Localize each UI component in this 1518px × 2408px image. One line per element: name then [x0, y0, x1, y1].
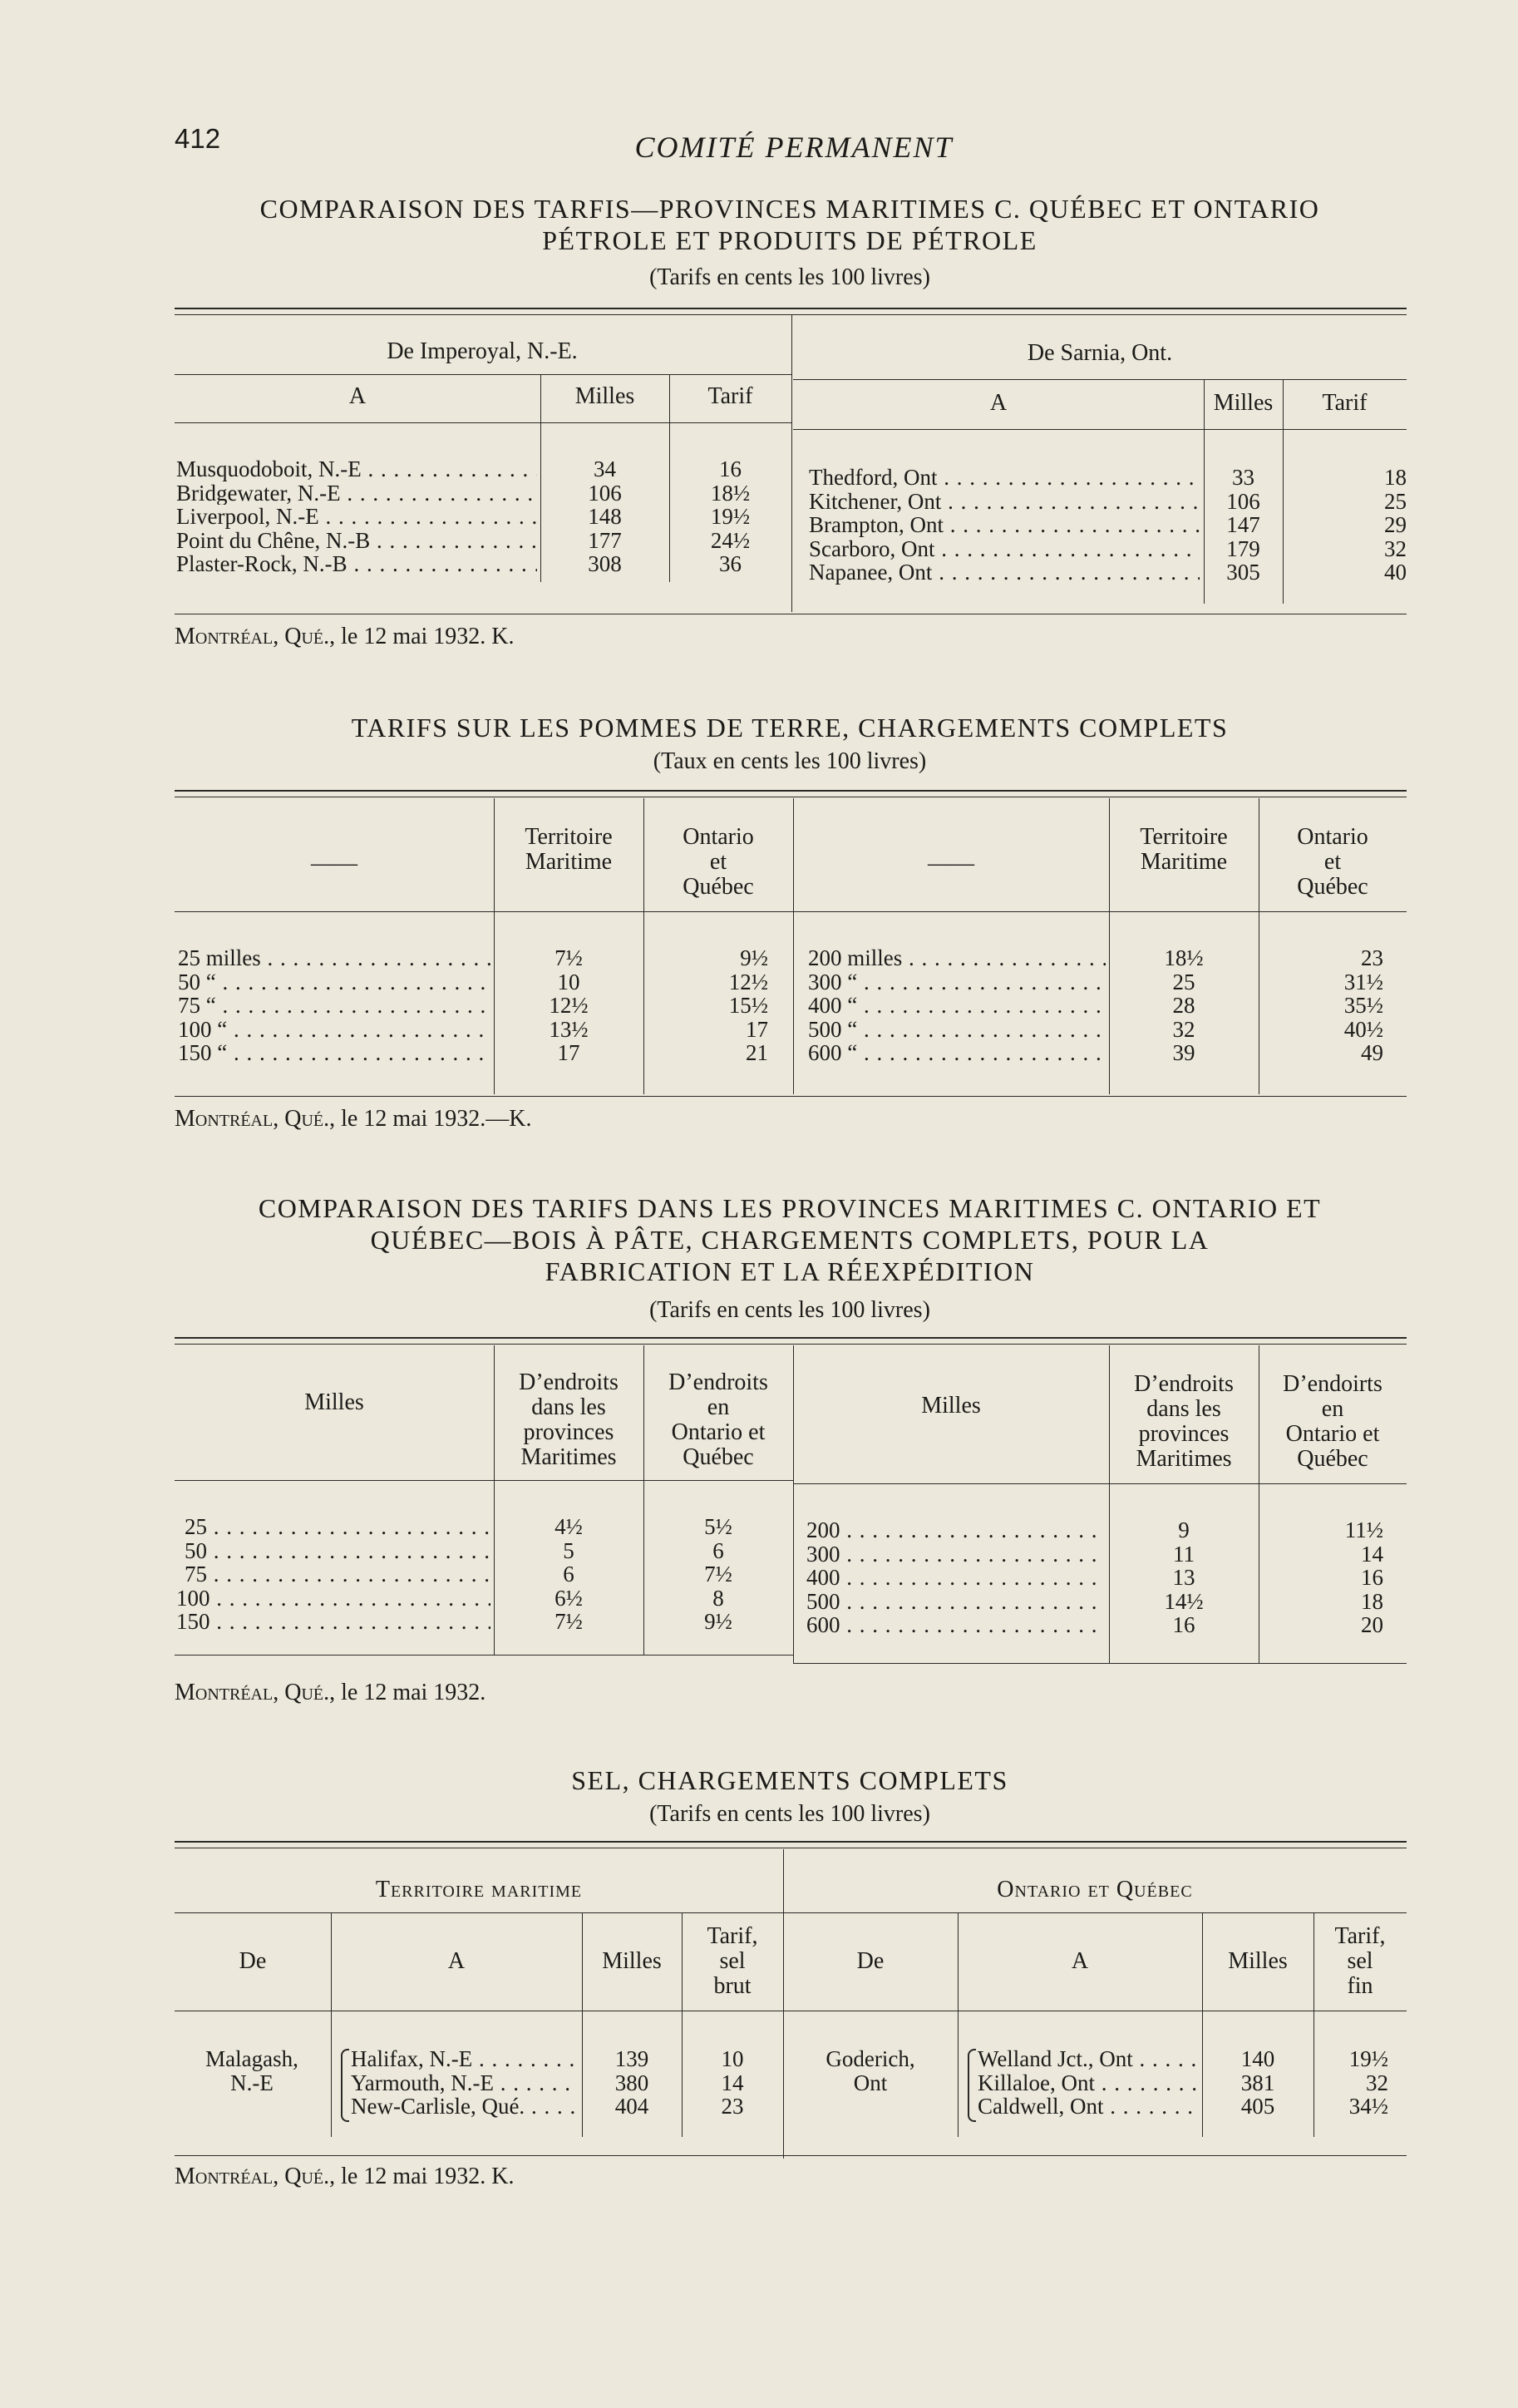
table1-right-row-label: Kitchener, Ont . . . [809, 490, 1200, 514]
table2-right-ontario: 35½ [1343, 993, 1383, 1018]
table4-title: SEL, CHARGEMENTS COMPLETS [571, 1765, 1008, 1795]
table1-right-row-label: Scarboro, Ont . . . [809, 537, 1200, 561]
table4-right-from: Goderich, Ont [826, 2046, 915, 2095]
table1-right-milles: 106 [1226, 488, 1260, 514]
table1-top-rule-2 [175, 314, 1407, 315]
table2-left-row-label: 75 “ . . . [178, 994, 490, 1018]
footer-date: , le 12 mai 1932. [329, 1680, 486, 1705]
table4-left-col-a: A [447, 1948, 466, 1974]
table2-right-maritime: 25 [1172, 969, 1195, 994]
table3-left-milles: 25 . . . [185, 1515, 490, 1539]
table2-right-maritime: 28 [1172, 993, 1195, 1018]
table4-footer [175, 2164, 515, 2190]
table3-left-ontario: 8 [712, 1585, 724, 1611]
table3-left-maritimes: 5 [563, 1537, 574, 1563]
table3-right-maritimes: 13 [1172, 1565, 1195, 1590]
table1-right-milles: 33 [1232, 465, 1254, 490]
table2-right-row-label: 600 “ . . . [808, 1041, 1106, 1065]
table1-right-row-label: Thedford, Ont . . . [809, 466, 1200, 490]
table1-right-col-a: A [989, 390, 1008, 416]
table3-title-line1: COMPARAISON DES TARIFS DANS LES PROVINCES MARITIMES C. ONTARIO ET [258, 1193, 1322, 1223]
table3-right-milles: 200 . . . [806, 1518, 1104, 1542]
table3-left-col-ontario: D’endroits en Ontario et Québec [668, 1369, 768, 1470]
table2-right-ontario: 40½ [1343, 1016, 1383, 1042]
table1-top-rule [175, 308, 1407, 309]
table1-subtitle: (Tarifs en cents les 100 livres) [649, 264, 930, 290]
table1-left-tarif: 18½ [710, 480, 751, 506]
table1-left-col-milles: Milles [574, 383, 635, 409]
table3-right-maritimes: 11 [1173, 1541, 1195, 1567]
table4-left-group-header: Territoire maritime [375, 1877, 583, 1902]
table1-left-row-label: Plaster-Rock, N.-B . . . [176, 552, 537, 576]
table1-left-row-label: Liverpool, N.-E . . . [176, 505, 537, 529]
table1-left-group-rule [175, 374, 791, 375]
table4-left-tarif: 14 [721, 2070, 744, 2095]
table4-left-milles: 139 [614, 2046, 649, 2071]
table2-left-maritime: 13½ [549, 1016, 589, 1042]
table3-left-maritimes: 7½ [554, 1609, 583, 1634]
table3-top-rule-2 [175, 1344, 1407, 1345]
table2-center-divider [793, 798, 794, 1094]
table1-left-tarif: 36 [719, 551, 742, 576]
table3-top-rule [175, 1337, 1407, 1339]
table4-left-dest: New-Carlisle, Qué. . . . [351, 2095, 579, 2119]
table1-right-tarif: 18 [1384, 465, 1407, 490]
table1-left-milles: 34 [594, 456, 616, 481]
table3-right-col-maritimes: D’endroits dans les provinces Maritimes [1134, 1371, 1234, 1472]
table3-right-ontario: 14 [1361, 1541, 1383, 1567]
table3-left-maritimes: 4½ [554, 1514, 583, 1539]
table1-right-tarif: 29 [1384, 512, 1407, 537]
table1-left-row-label: Musquodoboit, N.-E . . . [176, 457, 537, 481]
table1-header-rule [175, 422, 540, 423]
table1-left-col-tarif: Tarif [707, 383, 753, 409]
table4-right-col-tarif: Tarif, sel fin [1334, 1923, 1386, 1999]
table3-right-maritimes: 14½ [1164, 1588, 1204, 1614]
table4-left-dest: Yarmouth, N.-E . . . [351, 2071, 579, 2095]
table4-left-milles: 404 [614, 2094, 649, 2119]
table4-left-milles: 380 [614, 2070, 649, 2095]
table1-right-tarif: 40 [1384, 560, 1407, 585]
table2-right-col-ontario: Ontario et Québec [1297, 824, 1368, 900]
table2-left-row-label: 25 milles . . . [178, 946, 490, 970]
table3-right-milles: 400 . . . [806, 1566, 1104, 1590]
table2-left-row-label: 100 “ . . . [178, 1018, 490, 1042]
table3-right-milles: 600 . . . [806, 1613, 1104, 1637]
table4-right-tarif: 19½ [1348, 2046, 1388, 2071]
table2-top-rule [175, 790, 1407, 792]
table1-right-group-header: De Sarnia, Ont. [1027, 340, 1173, 366]
table4-left-brace [341, 2049, 349, 2122]
table2-left-maritime: 12½ [549, 993, 589, 1018]
table1-left-col-a: A [348, 383, 367, 409]
table1-right-col-tarif: Tarif [1322, 390, 1368, 416]
table2-right-row-label: 300 “ . . . [808, 970, 1106, 994]
table4-vline [958, 1912, 959, 2137]
table4-left-dest: Halifax, N.-E . . . [351, 2047, 579, 2071]
table2-right-row-label: 200 milles . . . [808, 946, 1106, 970]
table2-right-row-label: 500 “ . . . [808, 1018, 1106, 1042]
table3-footer [175, 1680, 485, 1706]
table1-right-row-label: Brampton, Ont . . . [809, 513, 1200, 537]
table2-left-ontario: 12½ [728, 969, 768, 994]
table2-left-maritime: 17 [557, 1040, 580, 1065]
table2-right-stub-dash: —— [928, 851, 974, 876]
table4-vline [331, 1912, 332, 2137]
table1-right-milles: 305 [1226, 560, 1260, 585]
table3-title-line3: FABRICATION ET LA RÉEXPÉDITION [545, 1256, 1035, 1286]
table4-left-from: Malagash, N.-E [205, 2046, 298, 2095]
table1-left-row-label: Bridgewater, N.-E . . . [176, 481, 537, 506]
table4-group-rule [175, 1912, 1407, 1913]
table3-right-col-ontario: D’endoirts en Ontario et Québec [1283, 1371, 1382, 1472]
table1-footer [175, 624, 515, 650]
table2-right-maritime: 32 [1172, 1016, 1195, 1042]
table3-right-milles: 300 . . . [806, 1542, 1104, 1567]
table2-left-col-ontario: Ontario et Québec [683, 824, 754, 900]
table2-left-row-label: 50 “ . . . [178, 970, 490, 994]
table3-left-maritimes: 6½ [554, 1585, 583, 1611]
table1-right-tarif: 25 [1384, 488, 1407, 514]
table3-right-maritimes: 9 [1178, 1517, 1190, 1542]
table3-bottom-rule [175, 1655, 793, 1656]
table3-left-milles: 100 . . . [176, 1586, 490, 1611]
table4-left-col-de: De [239, 1948, 267, 1974]
table4-right-dest: Caldwell, Ont . . . [978, 2095, 1199, 2119]
table4-right-col-a: A [1071, 1948, 1089, 1974]
table2-right-ontario: 23 [1361, 945, 1383, 970]
table3-left-ontario: 6 [712, 1537, 724, 1563]
table3-header-rule [175, 1480, 793, 1481]
table4-right-milles: 381 [1240, 2070, 1275, 2095]
table2-left-ontario: 15½ [728, 993, 768, 1018]
table3-left-col-maritimes: D’endroits dans les provinces Maritimes [519, 1369, 619, 1470]
table2-left-col-maritime: Territoire Maritime [525, 824, 613, 875]
footer-place: Montréal, Qué. [175, 1106, 330, 1132]
table2-right-maritime: 18½ [1164, 945, 1204, 970]
table4-right-col-de: De [856, 1948, 885, 1974]
table4-right-brace [968, 2049, 976, 2122]
table2-right-row-label: 400 “ . . . [808, 994, 1106, 1018]
table2-right-maritime: 39 [1172, 1040, 1195, 1065]
table1-header-rule [540, 422, 791, 423]
table3-right-ontario: 16 [1361, 1565, 1383, 1590]
table3-left-milles: 75 . . . [185, 1562, 490, 1586]
table3-left-maritimes: 6 [563, 1562, 574, 1586]
table2-left-stub-dash: —— [311, 851, 357, 876]
table3-right-ontario: 11½ [1344, 1517, 1383, 1542]
table2-left-row-label: 150 “ . . . [178, 1041, 490, 1065]
table3-bottom-rule [793, 1663, 1407, 1664]
table1-right-col-milles: Milles [1213, 390, 1274, 416]
table1-title-line1: COMPARAISON DES TARFIS—PROVINCES MARITIMES C. QUÉBEC ET ONTARIO [259, 194, 1320, 224]
page-number: 412 [175, 123, 221, 154]
table4-right-milles: 140 [1240, 2046, 1275, 2071]
table3-right-ontario: 20 [1361, 1612, 1383, 1637]
table1-right-milles: 179 [1226, 535, 1260, 561]
footer-date: , le 12 mai 1932. K. [329, 624, 515, 649]
table4-right-dest: Killaloe, Ont . . . [978, 2071, 1199, 2095]
table1-left-group-header: De Imperoyal, N.-E. [387, 338, 578, 364]
table3-left-milles: 150 . . . [176, 1610, 490, 1634]
footer-place: Montréal, Qué. [175, 1680, 330, 1705]
table4-bottom-rule [175, 2155, 1407, 2156]
table3-header-rule [793, 1483, 1407, 1484]
table2-left-maritime: 7½ [554, 945, 583, 970]
table4-right-tarif: 34½ [1348, 2094, 1388, 2119]
table1-title-line2: PÉTROLE ET PRODUITS DE PÉTROLE [542, 225, 1037, 255]
table3-right-ontario: 18 [1361, 1588, 1383, 1614]
table2-left-ontario: 17 [746, 1016, 768, 1042]
table1-left-milles: 106 [588, 480, 622, 506]
table2-bottom-rule [175, 1096, 1407, 1097]
table4-left-col-tarif: Tarif, sel brut [707, 1923, 758, 1999]
table3-left-ontario: 5½ [704, 1514, 732, 1539]
footer-date: , le 12 mai 1932. K. [329, 2164, 515, 2189]
table2-right-ontario: 31½ [1343, 969, 1383, 994]
table4-left-col-milles: Milles [602, 1948, 662, 1974]
table1-left-milles: 177 [588, 527, 622, 553]
table1-left-tarif: 24½ [710, 527, 751, 553]
table4-top-rule [175, 1841, 1407, 1843]
table2-header-rule [175, 911, 1407, 912]
table3-right-milles: 500 . . . [806, 1590, 1104, 1614]
table1-center-divider [791, 314, 792, 612]
table4-right-col-milles: Milles [1228, 1948, 1288, 1974]
footer-place: Montréal, Qué. [175, 2164, 330, 2189]
table3-title-line2: QUÉBEC—BOIS À PÂTE, CHARGEMENTS COMPLETS, POUR LA [370, 1225, 1210, 1255]
table3-left-ontario: 7½ [704, 1562, 732, 1586]
table3-left-ontario: 9½ [704, 1609, 732, 1634]
table1-left-milles: 308 [588, 551, 622, 576]
table1-left-row-label: Point du Chêne, N.-B . . . [176, 529, 537, 553]
table2-left-ontario: 21 [746, 1040, 768, 1065]
table2-subtitle: (Taux en cents les 100 livres) [653, 748, 927, 774]
running-head: COMITÉ PERMANENT [634, 131, 954, 164]
table4-right-milles: 405 [1240, 2094, 1275, 2119]
table3-subtitle: (Tarifs en cents les 100 livres) [649, 1297, 930, 1323]
table4-left-tarif: 23 [721, 2094, 744, 2119]
table3-right-maritimes: 16 [1172, 1612, 1195, 1637]
table2-left-maritime: 10 [557, 969, 580, 994]
table4-right-tarif: 32 [1366, 2070, 1388, 2095]
table1-left-milles: 148 [588, 504, 622, 529]
table1-right-milles: 147 [1226, 512, 1260, 537]
footer-date: , le 12 mai 1932.—K. [329, 1106, 532, 1132]
table4-left-tarif: 10 [721, 2046, 744, 2071]
table2-left-ontario: 9½ [740, 945, 768, 970]
table2-right-col-maritime: Territoire Maritime [1140, 824, 1228, 875]
table4-right-dest: Welland Jct., Ont . . . [978, 2047, 1199, 2071]
table1-header-rule [793, 429, 1407, 430]
table3-left-milles: 50 . . . [185, 1539, 490, 1563]
table1-right-row-label: Napanee, Ont . . . [809, 560, 1200, 585]
table2-right-ontario: 49 [1361, 1040, 1383, 1065]
table2-title: TARIFS SUR LES POMMES DE TERRE, CHARGEMENTS COMPLETS [351, 713, 1229, 743]
table1-left-tarif: 16 [719, 456, 742, 481]
table1-right-group-rule [793, 379, 1407, 380]
table1-left-tarif: 19½ [710, 504, 751, 529]
table1-right-tarif: 32 [1384, 535, 1407, 561]
table4-subtitle: (Tarifs en cents les 100 livres) [649, 1801, 930, 1827]
table3-left-col-milles: Milles [304, 1389, 364, 1415]
footer-place: Montréal, Qué. [175, 624, 330, 649]
table2-footer [175, 1106, 532, 1132]
table4-right-group-header: Ontario et Québec [997, 1877, 1193, 1902]
table3-right-col-milles: Milles [921, 1393, 981, 1419]
